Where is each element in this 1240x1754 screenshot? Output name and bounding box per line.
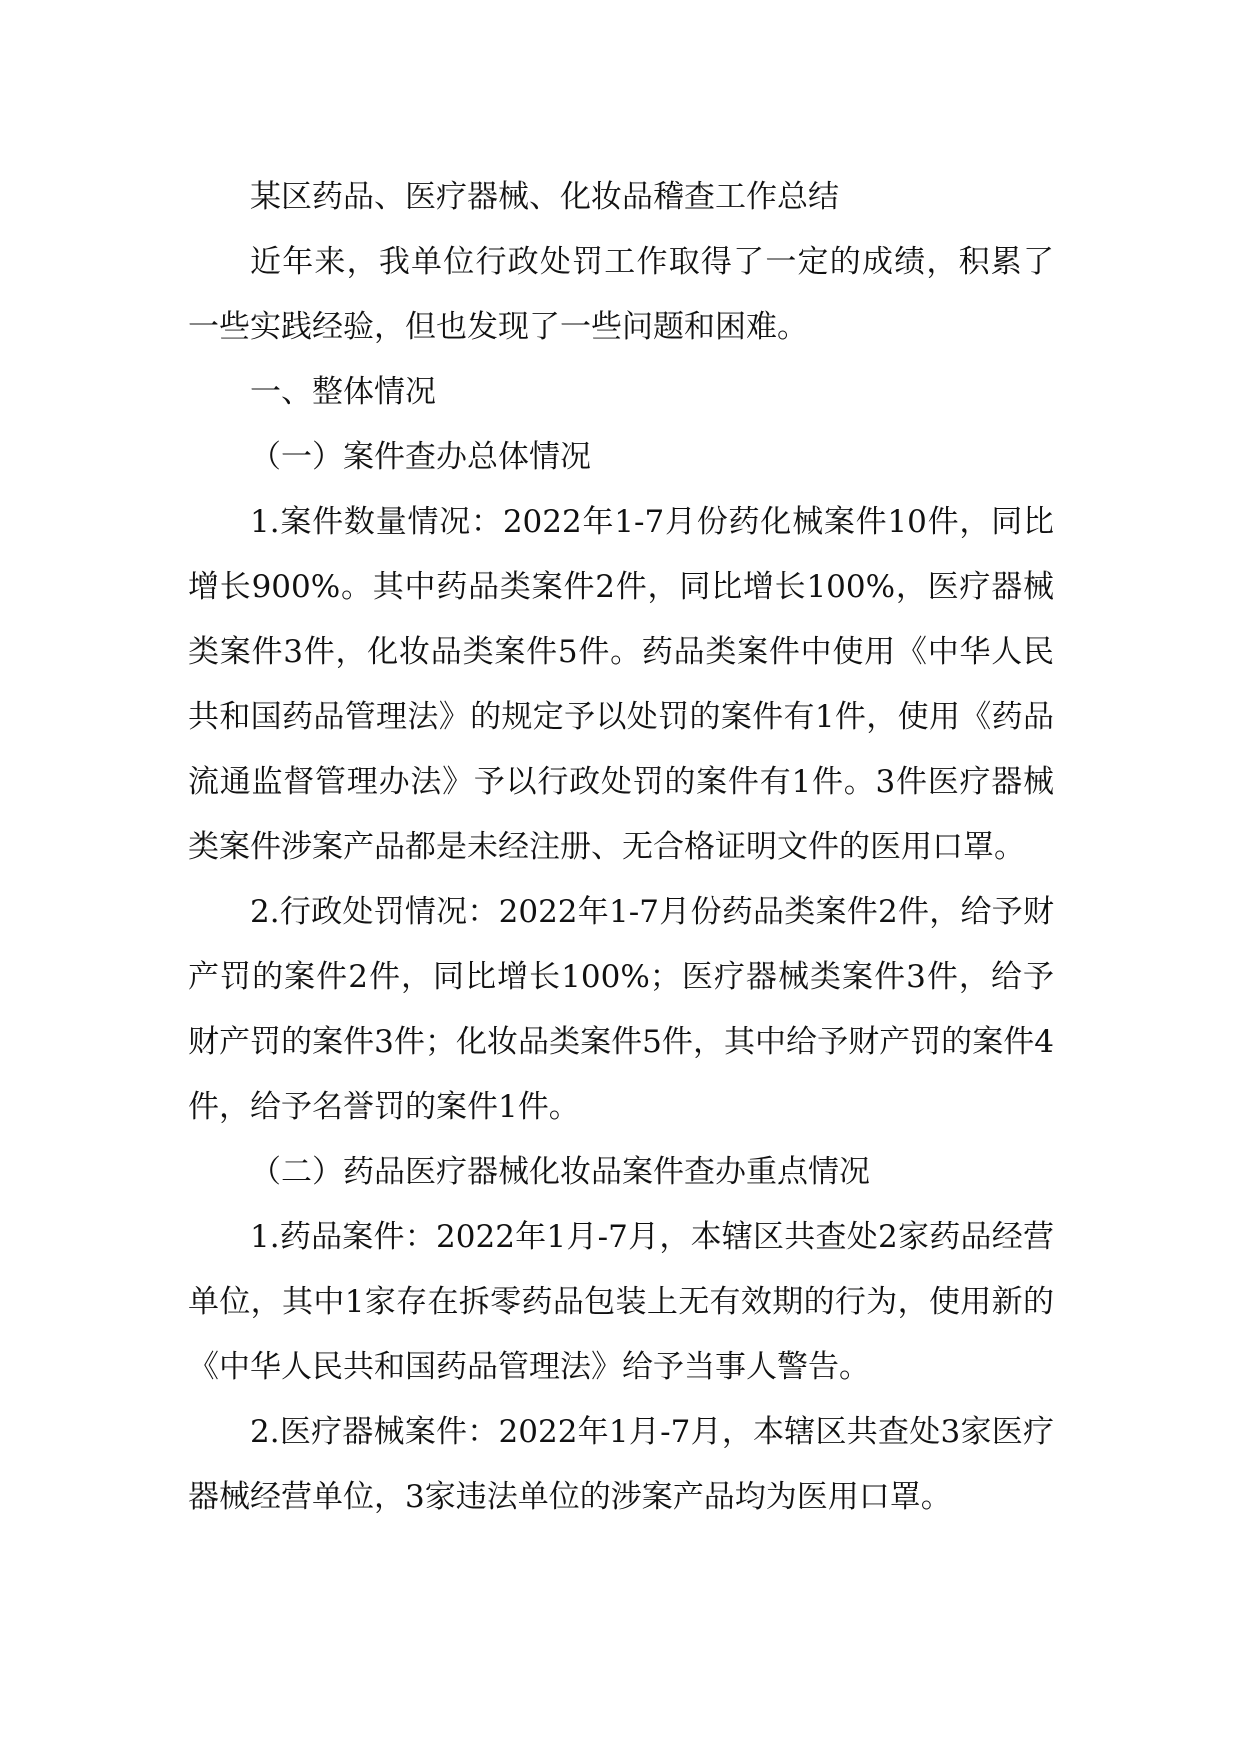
intro-paragraph: 近年来，我单位行政处罚工作取得了一定的成绩，积累了一些实践经验，但也发现了一些问题和困难。 bbox=[188, 244, 1054, 345]
document-body bbox=[188, 165, 1054, 1530]
drug-case-paragraph: 1.药品案件：2022年1月-7月，本辖区共查处2家药品经营单位，其中1家存在拆零药品包装上无有效期的行为，使用新的《中华人民共和国药品管理法》给予当事人警告。 bbox=[188, 1219, 1054, 1385]
document-title: 某区药品、医疗器械、化妆品稽查工作总结 bbox=[250, 179, 839, 215]
subsection-heading: （二）药品医疗器械化妆品案件查办重点情况 bbox=[250, 1154, 870, 1190]
penalty-paragraph: 2.行政处罚情况：2022年1-7月份药品类案件2件，给予财产罚的案件2件，同比增长100%；医疗器械类案件3件，给予财产罚的案件3件；化妆品类案件5件，其中给予财产罚的案件4件，给予名誉罚的案件1件。 bbox=[188, 894, 1054, 1125]
section-heading: 一、整体情况 bbox=[250, 374, 436, 410]
case-count-paragraph: 1.案件数量情况：2022年1-7月份药化械案件10件，同比增长900%。其中药品类案件2件，同比增长100%，医疗器械类案件3件，化妆品类案件5件。药品类案件中使用《中华人民共和国药品管理法》的规定予以处罚的案件有1件，使用《药品流通监督管理办法》予以行政处罚的案件有1件。3件医疗器械类案件涉案产品都是未经注册、无合格证明文件的医用口罩。 bbox=[188, 504, 1054, 865]
subsection-heading: （一）案件查办总体情况 bbox=[250, 439, 591, 475]
device-case-paragraph: 2.医疗器械案件：2022年1月-7月，本辖区共查处3家医疗器械经营单位，3家违法单位的涉案产品均为医用口罩。 bbox=[188, 1414, 1054, 1515]
